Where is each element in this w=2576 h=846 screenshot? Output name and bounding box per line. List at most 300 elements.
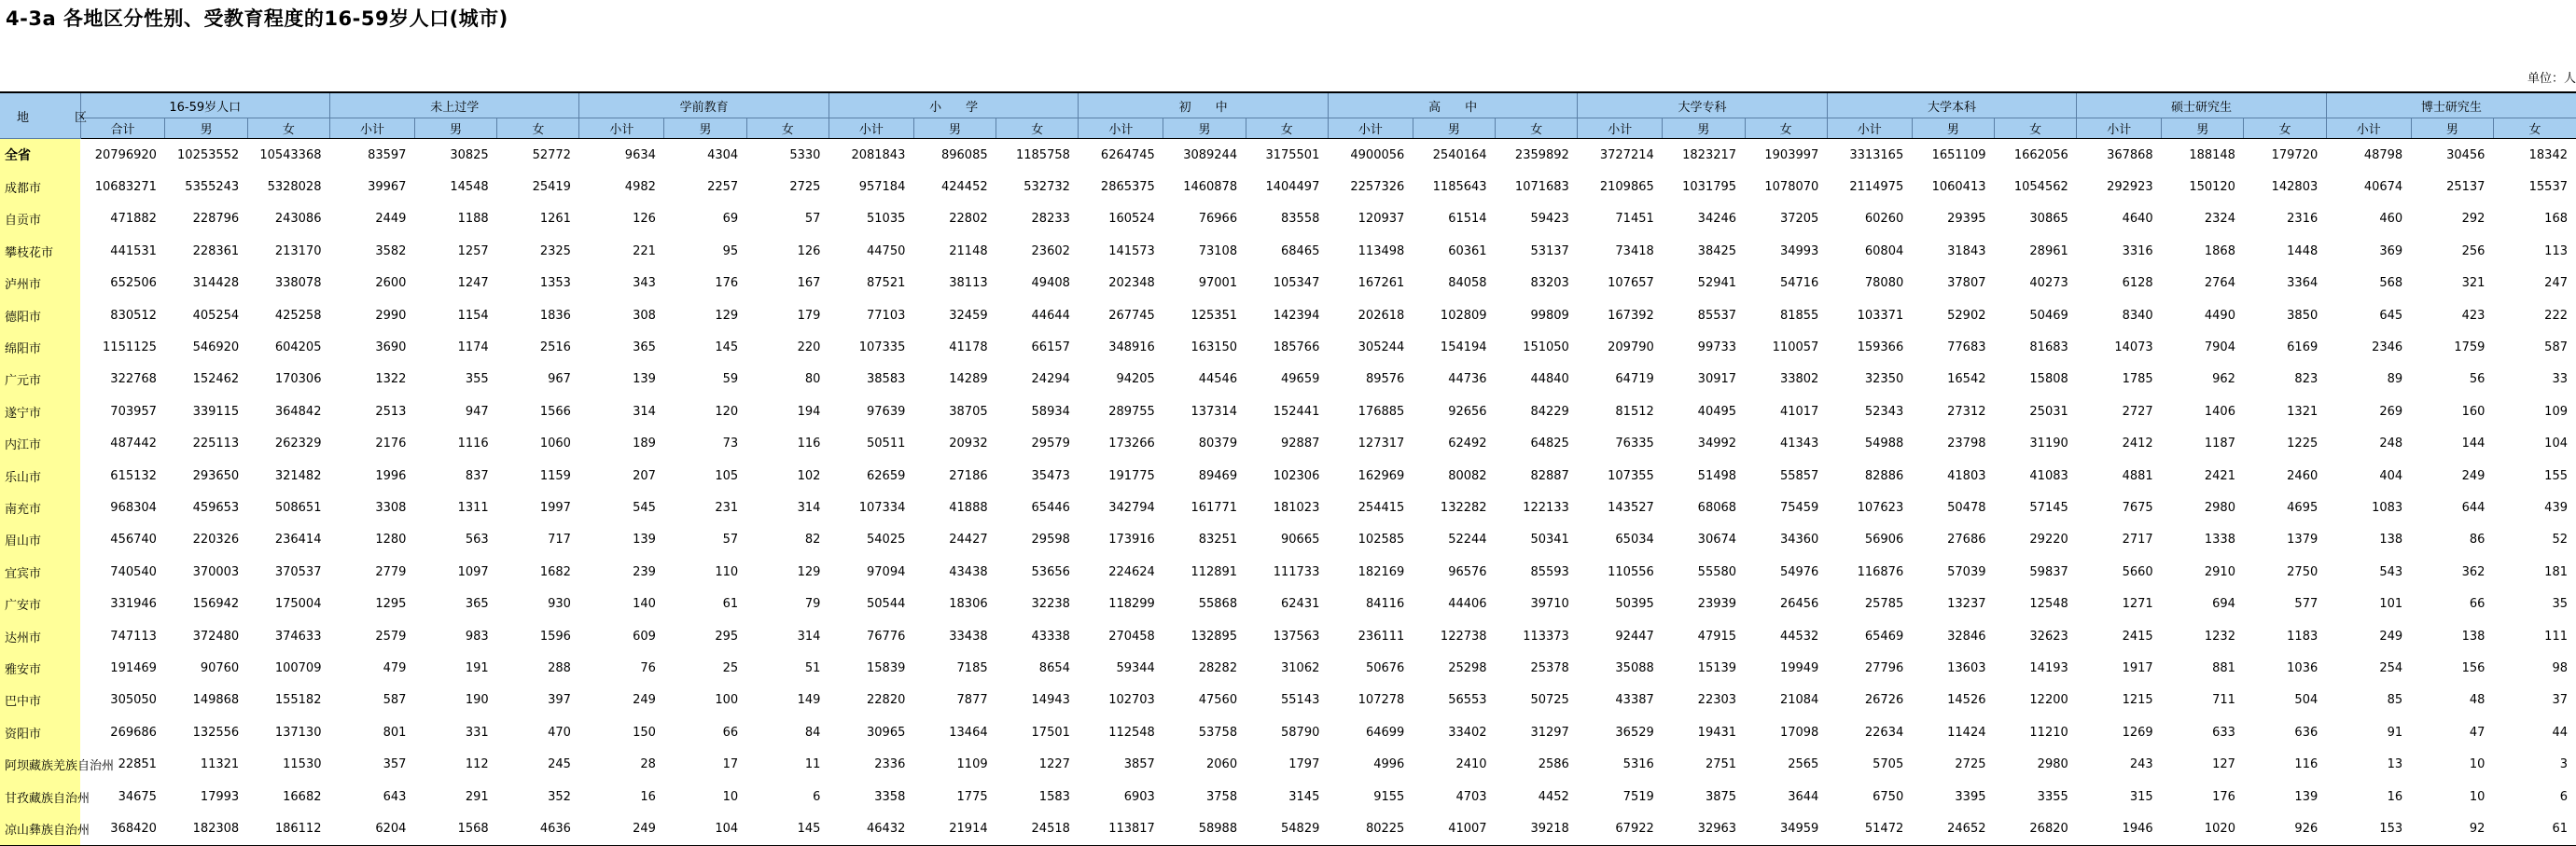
value-cell: 38583	[867, 372, 906, 387]
value-cell: 439	[2544, 500, 2568, 515]
value-cell: 314	[633, 404, 656, 419]
value-cell: 41007	[1413, 812, 1495, 845]
value-cell: 1054562	[2013, 180, 2068, 195]
value-cell: 1946	[2077, 812, 2162, 845]
value-cell: 245	[548, 757, 571, 772]
value-cell: 10683271	[94, 180, 157, 195]
value-cell: 91	[2387, 725, 2403, 740]
value-cell: 338078	[274, 276, 322, 291]
value-cell: 1154	[457, 308, 489, 323]
value-cell: 68068	[1697, 500, 1737, 515]
value-cell: 32623	[2029, 629, 2068, 644]
value-cell: 1183	[2287, 629, 2318, 644]
value-cell: 1836	[539, 308, 571, 323]
value-cell: 113817	[1079, 812, 1163, 845]
value-cell: 149	[797, 693, 821, 708]
value-cell: 86	[2469, 533, 2485, 548]
value-cell: 78080	[1864, 276, 1904, 291]
value-cell: 54716	[1779, 276, 1819, 291]
value-cell: 41178	[949, 340, 988, 355]
value-cell: 11	[804, 757, 821, 772]
value-cell: 983	[465, 629, 489, 644]
table-row	[0, 685, 2576, 716]
table-row	[0, 268, 2576, 299]
value-cell: 156942	[192, 597, 240, 612]
value-cell: 1797	[1288, 757, 1320, 772]
region-cell: 广安市	[0, 588, 80, 619]
value-cell: 30456	[2446, 147, 2485, 162]
value-cell: 368420	[80, 812, 165, 845]
value-cell: 587	[383, 693, 407, 708]
value-cell: 111733	[1273, 564, 1320, 579]
value-cell: 3089244	[1183, 147, 1238, 162]
value-cell: 71451	[1615, 212, 1654, 227]
value-cell: 56	[2469, 372, 2485, 387]
value-cell: 3364	[2287, 276, 2318, 291]
value-cell: 11321	[200, 757, 240, 772]
value-cell: 1566	[539, 404, 571, 419]
value-cell: 295	[715, 629, 739, 644]
value-cell: 13	[2387, 757, 2403, 772]
value-cell: 1353	[539, 276, 571, 291]
value-cell: 5316	[1622, 757, 1654, 772]
value-cell: 10	[722, 789, 739, 804]
value-cell: 92447	[1615, 629, 1654, 644]
value-cell: 34992	[1697, 437, 1737, 451]
value-cell: 926	[2244, 812, 2326, 845]
value-cell: 43438	[949, 564, 988, 579]
value-cell: 24652	[1912, 812, 1994, 845]
value-cell: 50544	[867, 597, 906, 612]
value-cell: 73108	[1198, 243, 1238, 258]
sub-header: 女	[247, 118, 329, 139]
value-cell: 64825	[1530, 437, 1569, 451]
value-cell: 220	[797, 340, 821, 355]
value-cell: 139	[2294, 789, 2318, 804]
value-cell: 4703	[1455, 789, 1487, 804]
value-cell: 22851	[118, 757, 157, 772]
value-cell: 504	[2294, 693, 2318, 708]
value-cell: 968304	[110, 500, 157, 515]
value-cell: 33438	[949, 629, 988, 644]
value-cell: 7185	[956, 660, 988, 675]
value-cell: 55143	[1281, 693, 1320, 708]
value-cell: 142394	[1273, 308, 1320, 323]
value-cell: 6750	[1873, 789, 1904, 804]
value-cell: 370003	[192, 564, 240, 579]
value-cell: 179720	[2271, 147, 2318, 162]
value-cell: 1917	[2122, 660, 2153, 675]
value-cell: 82	[804, 533, 821, 548]
value-cell: 75459	[1779, 500, 1819, 515]
value-cell: 27186	[949, 468, 988, 483]
value-cell: 97001	[1198, 276, 1238, 291]
value-cell: 1759	[2454, 340, 2485, 355]
value-cell: 1321	[2287, 404, 2318, 419]
value-cell: 145	[715, 340, 739, 355]
value-cell: 4695	[2287, 500, 2318, 515]
value-cell: 322768	[110, 372, 157, 387]
value-cell: 50676	[1365, 660, 1405, 675]
value-cell: 81512	[1615, 404, 1654, 419]
value-cell: 31297	[1530, 725, 1569, 740]
value-cell: 104	[664, 812, 746, 845]
value-cell: 2412	[2122, 437, 2153, 451]
value-cell: 314428	[192, 276, 240, 291]
value-cell: 740540	[110, 564, 157, 579]
value-cell: 58988	[1163, 812, 1246, 845]
value-cell: 82886	[1864, 468, 1904, 483]
value-cell: 107334	[858, 500, 906, 515]
value-cell: 97639	[867, 404, 906, 419]
value-cell: 1071683	[1514, 180, 1569, 195]
value-cell: 633	[2212, 725, 2235, 740]
value-cell: 85593	[1530, 564, 1569, 579]
value-cell: 44644	[1031, 308, 1070, 323]
region-cell: 眉山市	[0, 524, 80, 556]
value-cell: 137130	[274, 725, 322, 740]
value-cell: 1311	[457, 500, 489, 515]
value-cell: 6204	[329, 812, 414, 845]
value-cell: 52244	[1448, 533, 1487, 548]
value-cell: 243086	[274, 212, 322, 227]
value-cell: 176	[2212, 789, 2235, 804]
sub-header: 男	[913, 118, 996, 139]
sub-header: 小计	[828, 118, 913, 139]
value-cell: 132556	[192, 725, 240, 740]
value-cell: 2727	[2122, 404, 2153, 419]
value-cell: 270458	[1108, 629, 1155, 644]
value-cell: 167392	[1608, 308, 1654, 323]
sub-header: 小计	[1079, 118, 1163, 139]
value-cell: 3358	[874, 789, 906, 804]
value-cell: 2565	[1788, 757, 1819, 772]
value-cell: 22802	[949, 212, 988, 227]
value-cell: 92656	[1448, 404, 1487, 419]
value-cell: 66	[722, 725, 739, 740]
table-row	[0, 492, 2576, 523]
value-cell: 1078070	[1764, 180, 1819, 195]
value-cell: 228361	[192, 243, 240, 258]
table-row	[0, 812, 2576, 845]
value-cell: 52343	[1864, 404, 1904, 419]
value-cell: 25785	[1864, 597, 1904, 612]
value-cell: 247	[2544, 276, 2568, 291]
group-header: 高 中	[1328, 92, 1577, 118]
sub-header: 小计	[1827, 118, 1912, 139]
value-cell: 13603	[1947, 660, 1986, 675]
group-header: 16-59岁人口	[80, 92, 329, 118]
value-cell: 1280	[375, 533, 407, 548]
value-cell: 54829	[1246, 812, 1328, 845]
value-cell: 98	[2552, 660, 2568, 675]
value-cell: 1583	[1038, 789, 1070, 804]
value-cell: 49659	[1281, 372, 1320, 387]
sub-header: 小计	[2077, 118, 2162, 139]
value-cell: 3308	[375, 500, 407, 515]
value-cell: 53137	[1530, 243, 1569, 258]
sub-header: 女	[996, 118, 1079, 139]
value-cell: 104	[2544, 437, 2568, 451]
value-cell: 367868	[2107, 147, 2153, 162]
value-cell: 1271	[2122, 597, 2153, 612]
value-cell: 357	[383, 757, 407, 772]
group-header: 大学专科	[1578, 92, 1827, 118]
value-cell: 404	[2379, 468, 2403, 483]
region-cell: 自贡市	[0, 203, 80, 235]
value-cell: 44546	[1198, 372, 1238, 387]
value-cell: 100709	[274, 660, 322, 675]
value-cell: 5705	[1873, 757, 1904, 772]
value-cell: 459653	[192, 500, 240, 515]
value-cell: 24518	[996, 812, 1079, 845]
value-cell: 331	[465, 725, 489, 740]
value-cell: 703957	[110, 404, 157, 419]
region-cell: 雅安市	[0, 652, 80, 684]
value-cell: 92	[2411, 812, 2493, 845]
value-cell: 56553	[1448, 693, 1487, 708]
value-cell: 2725	[789, 180, 821, 195]
value-cell: 19431	[1697, 725, 1737, 740]
value-cell: 84058	[1448, 276, 1487, 291]
value-cell: 2415	[2122, 629, 2153, 644]
value-cell: 645	[2379, 308, 2403, 323]
value-cell: 4490	[2204, 308, 2235, 323]
sub-header: 男	[2162, 118, 2244, 139]
value-cell: 1996	[375, 468, 407, 483]
value-cell: 29579	[1031, 437, 1070, 451]
value-cell: 49408	[1031, 276, 1070, 291]
table-row	[0, 620, 2576, 652]
value-cell: 823	[2294, 372, 2318, 387]
region-cell: 阿坝藏族羌族自治州	[0, 748, 80, 780]
table-row	[0, 652, 2576, 684]
value-cell: 112548	[1108, 725, 1155, 740]
value-cell: 48	[2469, 693, 2485, 708]
value-cell: 348916	[1108, 340, 1155, 355]
value-cell: 97094	[867, 564, 906, 579]
sub-header: 小计	[2326, 118, 2411, 139]
value-cell: 182169	[1358, 564, 1405, 579]
value-cell: 15839	[867, 660, 906, 675]
value-cell: 288	[548, 660, 571, 675]
value-cell: 84	[804, 725, 821, 740]
value-cell: 107278	[1358, 693, 1405, 708]
value-cell: 314	[797, 500, 821, 515]
value-cell: 14526	[1947, 693, 1986, 708]
value-cell: 11530	[283, 757, 322, 772]
value-cell: 175004	[274, 597, 322, 612]
value-cell: 64719	[1615, 372, 1654, 387]
value-cell: 224624	[1108, 564, 1155, 579]
value-cell: 2751	[1705, 757, 1737, 772]
value-cell: 220326	[192, 533, 240, 548]
value-cell: 12200	[2029, 693, 2068, 708]
value-cell: 207	[633, 468, 656, 483]
value-cell: 8654	[1038, 660, 1070, 675]
value-cell: 2516	[539, 340, 571, 355]
value-cell: 76335	[1615, 437, 1654, 451]
value-cell: 160	[2461, 404, 2485, 419]
value-cell: 2460	[2287, 468, 2318, 483]
value-cell: 58790	[1281, 725, 1320, 740]
value-cell: 37205	[1779, 212, 1819, 227]
value-cell: 144	[2461, 437, 2485, 451]
value-cell: 107657	[1608, 276, 1654, 291]
value-cell: 711	[2212, 693, 2235, 708]
value-cell: 1185643	[1432, 180, 1487, 195]
value-cell: 35	[2552, 597, 2568, 612]
value-cell: 66157	[1031, 340, 1070, 355]
value-cell: 267745	[1108, 308, 1155, 323]
value-cell: 3316	[2122, 243, 2153, 258]
value-cell: 82887	[1530, 468, 1569, 483]
sub-header: 女	[497, 118, 579, 139]
value-cell: 248	[2379, 437, 2403, 451]
value-cell: 95	[722, 243, 739, 258]
value-cell: 3395	[1955, 789, 1986, 804]
value-cell: 957184	[858, 180, 906, 195]
value-cell: 138	[2379, 533, 2403, 548]
value-cell: 343	[633, 276, 656, 291]
value-cell: 2449	[375, 212, 407, 227]
value-cell: 50341	[1530, 533, 1569, 548]
value-cell: 116	[797, 437, 821, 451]
value-cell: 32350	[1864, 372, 1904, 387]
value-cell: 2257	[707, 180, 739, 195]
value-cell: 62659	[867, 468, 906, 483]
page-title: 4-3a 各地区分性别、受教育程度的16-59岁人口(城市)	[6, 7, 508, 30]
value-cell: 249	[2461, 468, 2485, 483]
value-cell: 28961	[2029, 243, 2068, 258]
value-cell: 254415	[1358, 500, 1405, 515]
value-cell: 1903997	[1764, 147, 1819, 162]
value-cell: 3644	[1788, 789, 1819, 804]
value-cell: 116	[2294, 757, 2318, 772]
value-cell: 315	[2129, 789, 2153, 804]
value-cell: 1225	[2287, 437, 2318, 451]
value-cell: 2990	[375, 308, 407, 323]
value-cell: 194	[797, 404, 821, 419]
value-cell: 40273	[2029, 276, 2068, 291]
value-cell: 1247	[457, 276, 489, 291]
value-cell: 1257	[457, 243, 489, 258]
value-cell: 1379	[2287, 533, 2318, 548]
sub-header: 女	[746, 118, 828, 139]
table-body	[0, 139, 2576, 846]
value-cell: 2410	[1455, 757, 1487, 772]
value-cell: 30825	[450, 147, 489, 162]
value-cell: 2324	[2204, 212, 2235, 227]
value-cell: 92887	[1281, 437, 1320, 451]
value-cell: 22303	[1697, 693, 1737, 708]
value-cell: 14943	[1031, 693, 1070, 708]
table-row	[0, 748, 2576, 780]
value-cell: 1662056	[2013, 147, 2068, 162]
value-cell: 23798	[1947, 437, 1986, 451]
value-cell: 125351	[1191, 308, 1238, 323]
value-cell: 110057	[1772, 340, 1819, 355]
table-row	[0, 588, 2576, 619]
value-cell: 59837	[2029, 564, 2068, 579]
sub-header: 男	[1912, 118, 1994, 139]
value-cell: 54976	[1779, 564, 1819, 579]
table-row	[0, 395, 2576, 427]
value-cell: 423	[2461, 308, 2485, 323]
value-cell: 29395	[1947, 212, 1986, 227]
group-header: 硕士研究生	[2077, 92, 2326, 118]
value-cell: 152462	[192, 372, 240, 387]
value-cell: 5660	[2122, 564, 2153, 579]
value-cell: 3857	[1123, 757, 1155, 772]
value-cell: 236111	[1358, 629, 1405, 644]
value-cell: 102	[797, 468, 821, 483]
value-cell: 65469	[1864, 629, 1904, 644]
value-cell: 50478	[1947, 500, 1986, 515]
value-cell: 17993	[200, 789, 240, 804]
value-cell: 127317	[1358, 437, 1405, 451]
value-cell: 609	[633, 629, 656, 644]
value-cell: 181	[2544, 564, 2568, 579]
value-cell: 3175501	[1265, 147, 1320, 162]
value-cell: 362	[2461, 564, 2485, 579]
value-cell: 138	[2461, 629, 2485, 644]
value-cell: 1338	[2204, 533, 2235, 548]
value-cell: 94205	[1116, 372, 1155, 387]
value-cell: 33802	[1779, 372, 1819, 387]
value-cell: 155182	[274, 693, 322, 708]
value-cell: 1188	[457, 212, 489, 227]
region-cell: 乐山市	[0, 460, 80, 492]
value-cell: 3758	[1206, 789, 1238, 804]
value-cell: 58934	[1031, 404, 1070, 419]
value-cell: 1232	[2204, 629, 2235, 644]
value-cell: 167261	[1358, 276, 1405, 291]
value-cell: 249	[2379, 629, 2403, 644]
value-cell: 32238	[1031, 597, 1070, 612]
value-cell: 16682	[283, 789, 322, 804]
value-cell: 2764	[2204, 276, 2235, 291]
value-cell: 44532	[1779, 629, 1819, 644]
value-cell: 68465	[1281, 243, 1320, 258]
region-cell: 攀枝花市	[0, 235, 80, 267]
value-cell: 213170	[274, 243, 322, 258]
region-cell: 泸州市	[0, 268, 80, 299]
table-row	[0, 781, 2576, 812]
value-cell: 3355	[2037, 789, 2068, 804]
value-cell: 51	[804, 660, 821, 675]
value-cell: 81683	[2029, 340, 2068, 355]
value-cell: 563	[465, 533, 489, 548]
value-cell: 107355	[1608, 468, 1654, 483]
value-cell: 587	[2544, 340, 2568, 355]
value-cell: 107623	[1857, 500, 1904, 515]
value-cell: 46432	[828, 812, 913, 845]
value-cell: 225113	[192, 437, 240, 451]
value-cell: 27312	[1947, 404, 1986, 419]
value-cell: 209790	[1608, 340, 1654, 355]
value-cell: 930	[548, 597, 571, 612]
value-cell: 161771	[1191, 500, 1238, 515]
value-cell: 129	[715, 308, 739, 323]
value-cell: 2109865	[1599, 180, 1654, 195]
value-cell: 24294	[1031, 372, 1070, 387]
value-cell: 60260	[1864, 212, 1904, 227]
value-cell: 16	[640, 789, 656, 804]
table-row	[0, 299, 2576, 331]
value-cell: 1868	[2204, 243, 2235, 258]
value-cell: 643	[383, 789, 407, 804]
